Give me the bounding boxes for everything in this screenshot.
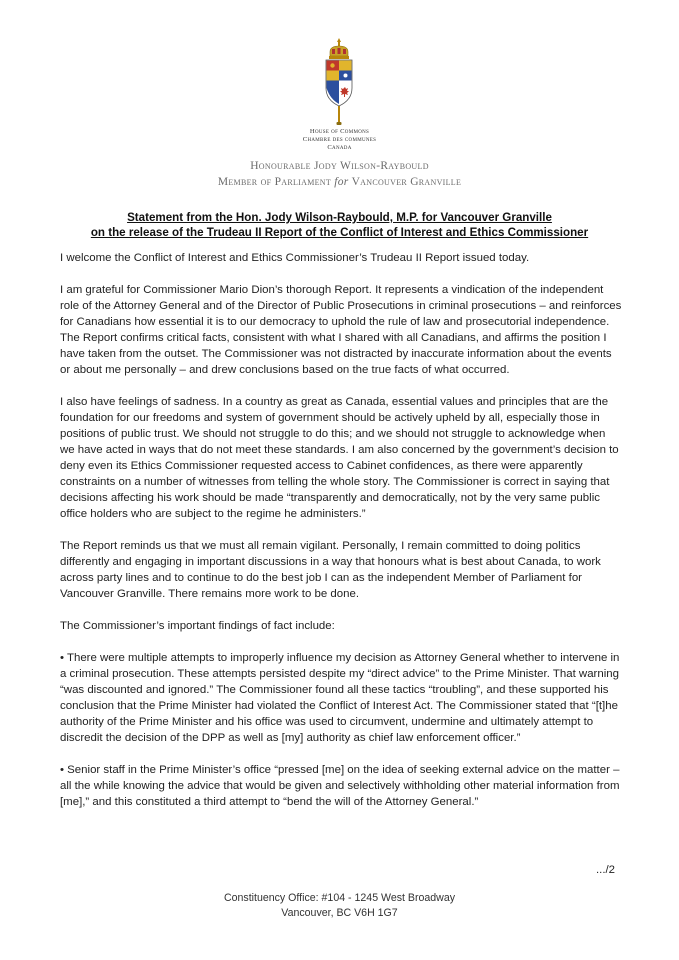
house-of-commons-crest-icon [318,38,360,126]
statement-title-line1: Statement from the Hon. Jody Wilson-Raybould, M.P. for Vancouver Granville [127,211,552,224]
paragraph-grateful: I am grateful for Commissioner Mario Dion’s thorough Report. It represents a vindication of the independent role of the Attorney General and of the Director of Public Prosecutions in criminal prosecutions – and reinforces for Canadians how essential it is to our democracy to uphold the rule of law and prosecutorial independence. The Report confirms critical facts, consistent with what I shared with all Canadians, and affirms the position I have taken from the outset. The Commissioner was not distracted by inaccurate information about the events or about me personally – and drew conclusions based on the true facts of what occurred. [60,284,622,376]
paragraph-finding-1: • There were multiple attempts to improperly influence my decision as Attorney General whether to intervene in a criminal prosecution. These attempts persisted despite my “direct advice” to the Prime Minister. That warning “was discounted and ignored.” The Commissioner found all these tactics “troubling”, and these supported his conclusion that the Prime Minister had violated the Conflict of Interest Act. The Commissioner stated that “[t]he authority of the Prime Minister and his office was used to circumvent, undermine and ultimately attempt to discredit the decision of the DPP as well as [my] authority as chief law enforcement officer.” [60,652,620,744]
statement-title-line2: on the release of the Trudeau II Report of the Conflict of Interest and Ethics Commissioner [90,226,589,239]
paragraph-finding-2: • Senior staff in the Prime Minister’s office “pressed [me] on the idea of seeking external advice on the matter – all the while knowing the advice that would be given and selectively withholding other material information from [me],” and this constituted a third attempt to “bend the will of the Attorney General.” [60,764,620,808]
footer-address-line2: Vancouver, BC V6H 1G7 [281,907,398,919]
paragraph-welcome: I welcome the Conflict of Interest and Ethics Commissioner’s Trudeau II Report issued today. [60,252,530,264]
house-of-commons-label: House of Commons [309,128,370,135]
paragraph-findings-intro: The Commissioner’s important findings of fact include: [60,620,335,632]
mp-name: Honourable Jody Wilson-Raybould [250,160,429,172]
paragraph-vigilant: The Report reminds us that we must all remain vigilant. Personally, I remain committed to doing politics differently and engaging in important discussions in a way that honours what is best about Canada, to work across party lines and to continue to do the best job I can as the independent Member of Parliament for Vancouver Granville. There remains more work to be done. [60,540,601,600]
mp-role [0,176,679,188]
mp-role-for: for [334,176,349,188]
mp-role-riding: Vancouver Granville [351,176,462,188]
paragraph-sadness: I also have feelings of sadness. In a country as great as Canada, essential values and principles that are the foundation for our freedoms and system of government should be actively upheld by all, especially those in positions of public trust. We should not struggle to do this; and we should not struggle to acknowledge when we have acted in ways that do not meet these standards. I am also concerned by the government’s decision to deny even its Ethics Commissioner requested access to Cabinet confidences, as there were apparently constraints on a number of witnesses from telling the whole story. The Commissioner is correct in saying that decisions affecting his work should be made “transparently and democratically, not by the very same public office holders who are subject to the regime he administers.” [60,396,619,520]
footer-address-line1: Constituency Office: #104 - 1245 West Broadway [223,892,456,904]
mp-role-prefix: Member of Parliament [217,176,332,188]
statement-body [60,250,622,826]
canada-label: Canada [327,144,352,151]
page-number: .../2 [596,864,615,876]
chambre-des-communes-label: Chambre des communes [302,136,377,143]
